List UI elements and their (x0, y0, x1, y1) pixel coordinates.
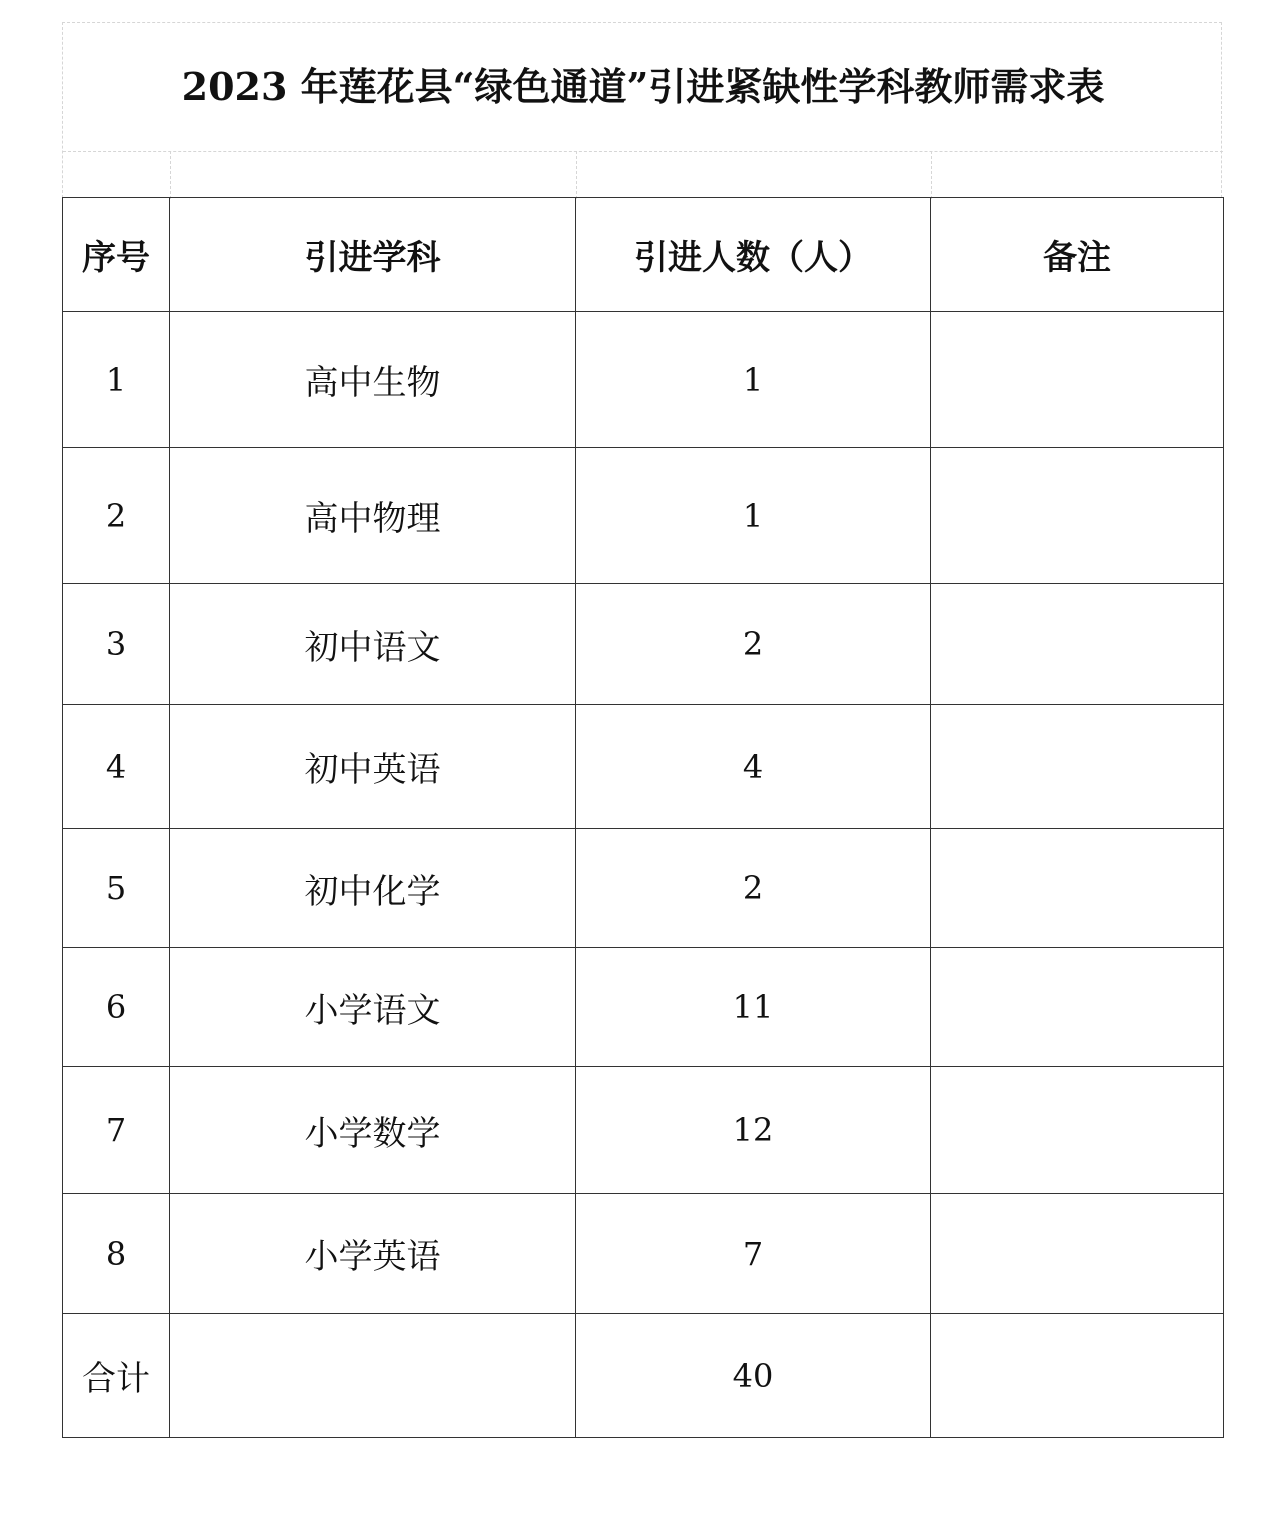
grid-divider (63, 151, 1223, 152)
row-index: 4 (63, 705, 170, 829)
table-row (63, 948, 1224, 1067)
row-remark (931, 448, 1224, 584)
row-subject: 初中语文 (170, 584, 576, 705)
header-count: 引进人数（人） (576, 198, 931, 312)
table-row (63, 584, 1224, 705)
teacher-demand-table (62, 197, 1224, 1438)
row-count: 2 (576, 584, 931, 705)
row-count: 12 (576, 1067, 931, 1194)
row-index: 1 (63, 312, 170, 448)
table-row (63, 448, 1224, 584)
row-count: 11 (576, 948, 931, 1067)
total-count: 40 (576, 1314, 931, 1438)
document-title: 2023 年莲花县“绿色通道”引进紧缺性学科教师需求表 (181, 64, 1105, 109)
total-label: 合计 (63, 1314, 170, 1438)
row-count: 2 (576, 829, 931, 948)
total-remark (931, 1314, 1224, 1438)
row-index: 8 (63, 1194, 170, 1314)
grid-divider (170, 151, 171, 199)
row-subject: 初中英语 (170, 705, 576, 829)
total-subject (170, 1314, 576, 1438)
row-count: 7 (576, 1194, 931, 1314)
row-subject: 小学数学 (170, 1067, 576, 1194)
row-remark (931, 1194, 1224, 1314)
row-count: 1 (576, 312, 931, 448)
row-subject: 初中化学 (170, 829, 576, 948)
row-remark (931, 1067, 1224, 1194)
row-index: 5 (63, 829, 170, 948)
row-remark (931, 705, 1224, 829)
grid-divider (931, 151, 932, 199)
row-index: 7 (63, 1067, 170, 1194)
row-remark (931, 584, 1224, 705)
row-index: 6 (63, 948, 170, 1067)
row-remark (931, 829, 1224, 948)
table-total-row (63, 1314, 1224, 1438)
header-index: 序号 (63, 198, 170, 312)
row-subject: 高中生物 (170, 312, 576, 448)
row-subject: 高中物理 (170, 448, 576, 584)
table-row (63, 829, 1224, 948)
row-count: 1 (576, 448, 931, 584)
table-row (63, 705, 1224, 829)
row-count: 4 (576, 705, 931, 829)
row-index: 2 (63, 448, 170, 584)
row-index: 3 (63, 584, 170, 705)
row-remark (931, 312, 1224, 448)
header-remark: 备注 (931, 198, 1224, 312)
grid-divider (576, 151, 577, 199)
table-row (63, 1194, 1224, 1314)
title-grid-area (62, 22, 1222, 198)
header-subject: 引进学科 (170, 198, 576, 312)
table-row (63, 312, 1224, 448)
row-subject: 小学英语 (170, 1194, 576, 1314)
table-header-row (63, 198, 1224, 312)
row-remark (931, 948, 1224, 1067)
row-subject: 小学语文 (170, 948, 576, 1067)
table-row (63, 1067, 1224, 1194)
